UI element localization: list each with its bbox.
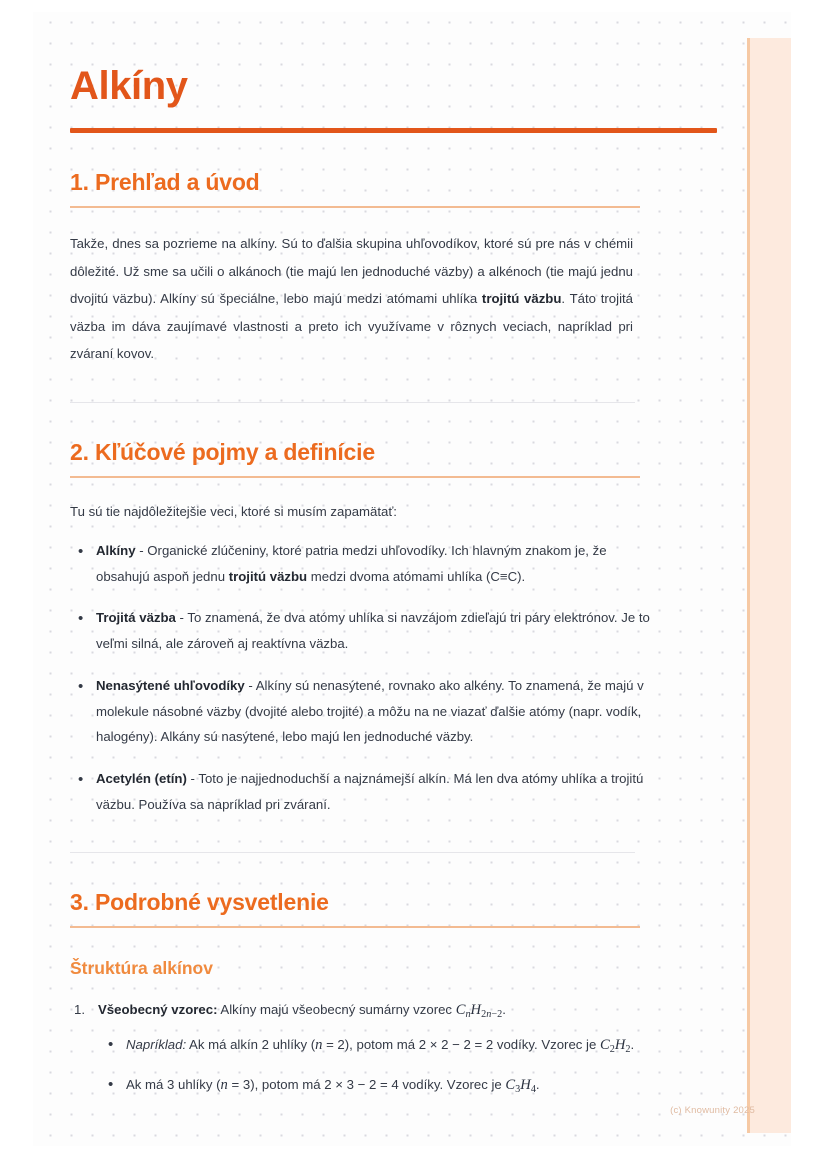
paragraph-run: Takže, dnes sa pozrieme na alkíny. Sú to ďalšia skupina uhľovodíkov, ktoré sú pre nás v chémii dôležité. Už sme sa učili o alkánoch (tie majú len jednoduché väzby) a alkénoch (tie majú jednu dvojitú väzbu). Alkíny sú špeciálne, lebo majú medzi atómami uhlíka	[70, 236, 633, 307]
page-title: Alkíny	[70, 64, 188, 108]
formula-term-label: Všeobecný vzorec:	[98, 1001, 218, 1017]
example-text-mid: = 3), potom má 2 × 3 − 2 = 4 vodíky. Vzorec je	[227, 1077, 506, 1093]
term-label: Nenasýtené uhľovodíky	[96, 677, 245, 693]
example-formula-c3h4: $C_3H_4$	[505, 1077, 536, 1096]
example-formula-c2h2: $C_2H_2$	[599, 1036, 631, 1055]
general-formula: $C_nH_{2n-2}$	[455, 1001, 503, 1020]
term-text: - Toto je najjednoduchší a najznámejší alkín. Má len dva atómy uhlíka a trojitú väzbu. Používa sa napríklad pri zváraní.	[96, 771, 644, 812]
paragraph-run: . Táto trojitá väzba im dáva zaujímavé vlastnosti a preto ich využívame v rôznych veciach, napríklad pri zváraní kovov.	[70, 291, 634, 362]
variable-n: n	[220, 1077, 228, 1094]
section-1-paragraph	[70, 208, 633, 367]
term-label: Acetylén (etín)	[96, 771, 187, 787]
decorative-side-band	[747, 38, 791, 1133]
page-gutter-left	[0, 0, 33, 1171]
subsection-heading-structure: Štruktúra alkínov	[70, 957, 213, 978]
example-text-after: .	[630, 1036, 635, 1052]
formula-text-before: Alkíny majú všeobecný sumárny vzorec	[217, 1001, 456, 1017]
page-gutter-bottom	[0, 1146, 828, 1171]
paragraph-bold-run: trojitú väzbu	[481, 291, 562, 307]
list-item	[98, 1031, 670, 1060]
list-item	[70, 997, 670, 1100]
page-gutter-right	[791, 0, 828, 1171]
section-heading-2: 2. Kľúčové pojmy a definície	[70, 438, 375, 465]
list-item	[70, 673, 650, 750]
variable-n: n	[315, 1036, 323, 1053]
copyright-text: (c) Knowunity 2025	[670, 1105, 755, 1116]
example-text-before: Ak má alkín 2 uhlíky (	[186, 1036, 316, 1052]
term-text: - Organické zlúčeniny, ktoré patria medzi uhľovodíky. Ich hlavným znakom je, že obsahujú aspoň jednu	[96, 542, 607, 584]
term-text: - To znamená, že dva atómy uhlíka si navzájom zdieľajú tri páry elektrónov. Je to veľmi silná, ale zároveň aj reaktívna väzba.	[96, 610, 650, 652]
example-text-before: Ak má 3 uhlíky (	[126, 1077, 221, 1093]
formula-text-after: .	[502, 1001, 506, 1017]
list-item	[98, 1071, 670, 1100]
example-text-after: .	[535, 1077, 540, 1093]
term-label: Trojitá väzba	[96, 610, 176, 626]
section-heading-3: 3. Podrobné vysvetlenie	[70, 888, 329, 915]
footer	[0, 1105, 791, 1116]
term-text: - Alkíny sú nenasýtené, rovnako ako alkény. To znamená, že majú v molekule násobné väzby (dvojité alebo trojité) a môžu na ne viazať ďalšie atómy (napr. vodík, halogény). Alkány sú nasýtené, lebo majú len jednoduché väzby.	[96, 677, 644, 745]
formula-ordered-list	[70, 979, 670, 1100]
term-label: Alkíny	[96, 542, 136, 558]
formula-examples-list	[98, 1025, 670, 1101]
example-text-mid: = 2), potom má 2 × 2 − 2 = 2 vodíky. Vzorec je	[322, 1036, 600, 1052]
section-2-lead: Tu sú tie najdôležitejšie veci, ktoré si musím zapamätať:	[70, 504, 397, 520]
term-text: medzi dvoma atómami uhlíka (C≡C).	[307, 568, 526, 584]
list-item	[70, 605, 650, 656]
section-heading-1: 1. Prehľad a úvod	[70, 169, 260, 195]
document-content	[70, 0, 730, 1112]
list-item	[70, 538, 650, 589]
example-lead-label: Napríklad:	[126, 1036, 187, 1052]
list-item	[70, 766, 650, 817]
term-text-bold: trojitú väzbu	[228, 568, 308, 584]
key-terms-list	[70, 524, 650, 818]
